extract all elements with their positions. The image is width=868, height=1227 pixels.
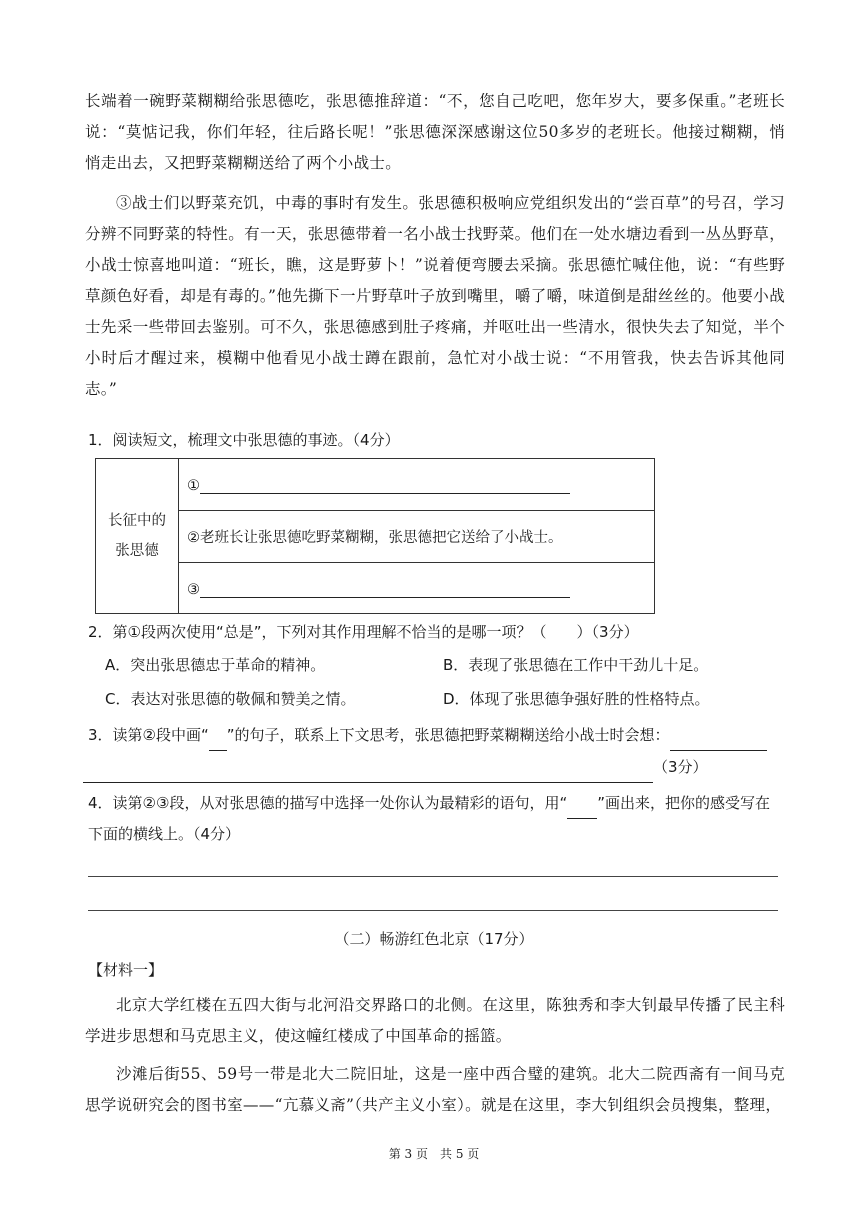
table-row-2: ②老班长让张思德吃野菜糊糊，张思德把它送给了小战士。 [179,511,655,563]
sample-underline-2 [567,802,597,819]
table-header-line-2: 张思德 [115,543,159,559]
question-3-text-after: ”的句子，联系上下文思考，张思德把野菜糊糊送给小战士时会想： [226,726,670,744]
table-header-line-1: 长征中的 [108,513,166,529]
passage-paragraph-2-end: 长端着一碗野菜糊糊给张思德吃，张思德推辞道：“不，您自己吃吧，您年岁大，要多保重。”老班长说：“莫惦记我，你们年轻，往后路长呢！”张思德深深感谢这位50多岁的老班长。他接过糊糊，悄悄走出去，又把野菜糊糊送给了两个小战士。 [85,92,785,172]
answer-line-q4-1[interactable] [88,876,778,877]
question-3-text-before: 3．读第②段中画“ [88,726,209,744]
option-a[interactable]: A．突出张思德忠于革命的精神。 [105,656,326,674]
deeds-table [95,458,655,614]
answer-line-q3-b[interactable] [83,764,653,783]
page-footer: 第 3 页 共 5 页 [388,1147,480,1161]
row-1-number: ① [187,478,200,494]
question-2: 2．第①段两次使用“总是”，下列对其作用理解不恰当的是哪一项？（ ）（3分） [88,623,639,641]
option-c[interactable]: C．表达对张思德的敬佩和赞美之情。 [105,690,356,708]
material-1-label: 【材料一】 [88,961,164,979]
answer-line-1[interactable] [200,475,570,494]
table-row-1[interactable] [179,459,655,511]
question-4 [88,788,783,850]
option-d[interactable]: D．体现了张思德争强好胜的性格特点。 [443,690,710,708]
answer-line-q4-2[interactable] [88,910,778,911]
question-3-score: （3分） [653,758,708,776]
answer-line-3[interactable] [200,579,570,598]
question-3 [88,720,808,751]
sample-underline [209,734,227,751]
question-3-line-2 [83,752,793,783]
question-1: 1．阅读短文，梳理文中张思德的事迹。（4分） [88,431,400,449]
option-b[interactable]: B．表现了张思德在工作中干劲儿十足。 [443,656,709,674]
material-1-paragraph-2: 沙滩后街55、59号一带是北大二院旧址，这是一座中西合璧的建筑。北大二院西斋有一间马克思学说研究会的图书室——“亢慕义斋”（共产主义小室）。就是在这里，李大钊组织会员搜集，整理， [85,1065,785,1114]
table-row-3[interactable] [179,563,655,614]
section-2-title: （二）畅游红色北京（17分） [334,930,534,948]
row-3-number: ③ [187,581,200,598]
table-header-cell [96,459,179,614]
material-1-paragraph-1: 北京大学红楼在五四大街与北河沿交界路口的北侧。在这里，陈独秀和李大钊最早传播了民主科学进步思想和马克思主义，使这幢红楼成了中国革命的摇篮。 [85,996,785,1045]
question-4-text-after: ”画出来，把你的感受写在下面的横线上。（4分） [88,794,770,843]
passage-paragraph-3: ③战士们以野菜充饥，中毒的事时有发生。张思德积极响应党组织发出的“尝百草”的号召，学习分辨不同野菜的特性。有一天，张思德带着一名小战士找野菜。他们在一处水塘边看到一丛丛野草，小战士惊喜地叫道：“班长，瞧，这是野萝卜！”说着便弯腰去采摘。张思德忙喊住他，说：“有些野草颜色好看，却是有毒的。”他先撕下一片野草叶子放到嘴里，嚼了嚼，味道倒是甜丝丝的。他要小战士先采一些带回去鉴别。可不久，张思德感到肚子疼痛，并呕吐出一些清水，很快失去了知觉，半个小时后才醒过来，模糊中他看见小战士蹲在跟前，急忙对小战士说：“不用管我，快去告诉其他同志。” [85,194,785,398]
question-4-text-before: 4．读第②③段，从对张思德的描写中选择一处你认为最精彩的语句，用“ [88,794,568,812]
answer-line-q3-a[interactable] [670,732,767,751]
